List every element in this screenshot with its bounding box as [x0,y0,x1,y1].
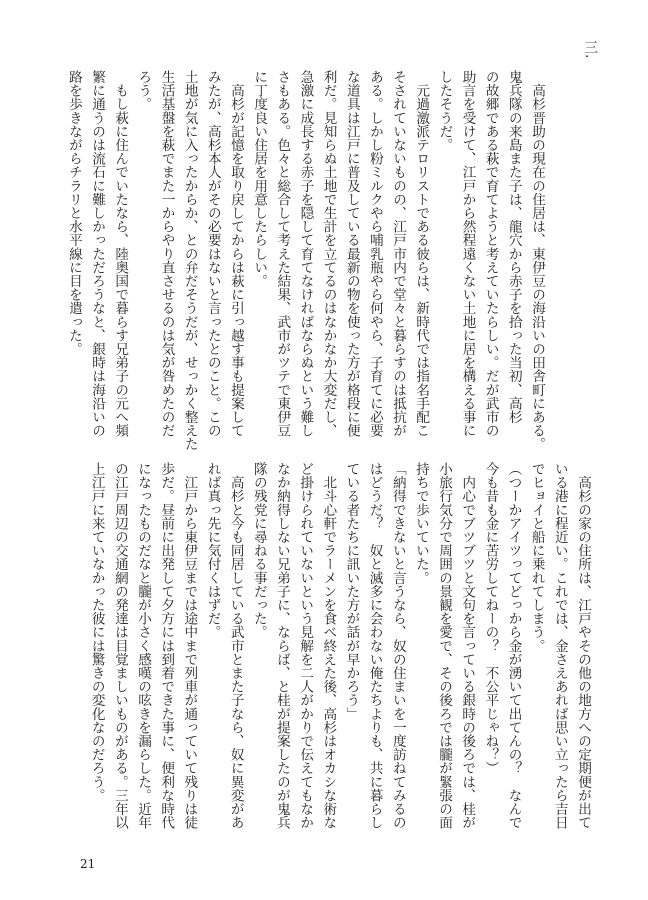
text-line: 急激に成長する赤子を隠して育てなければならぬという難し [297,70,314,438]
text-line: な道具は江戸に普及している最新の物を使った方が格段に便 [343,70,360,438]
text-line: 高杉の家の住所は、江戸やその他の地方への定期便が出て [575,462,591,830]
text-line: 持ちで歩いていた。 [412,462,429,585]
text-line: の故郷である萩で育てようと考えていたらしい。だが武市の [482,70,499,438]
text-line: 高杉と今も同居している武市とまた子なら、奴に異変があ [227,462,244,830]
text-line: ている者たちに訊いた方が話が早かろう」 [343,462,360,721]
lower-text-block [78,462,594,842]
text-line: 「納得できないと言うなら、奴の住まいを一度訪ねてみるの [389,462,406,830]
text-line: 北斗心軒でラーメンを食べ終えた後、高杉はオカシな術な [320,462,337,830]
text-line: みたが、高杉本人がその必要はないと言ったとのこと。この [204,70,221,438]
text-line: 鬼兵隊の来島また子は、龍穴から赤子を拾った当初、高杉 [505,70,522,424]
text-line: ある。しかし粉ミルクやら哺乳瓶やら何やら、子育てに必要 [366,70,383,438]
text-line: 隊の残党に尋ねる事だった。 [250,462,267,639]
text-line: 今も昔も金に苦労してねーの？ 不公平じゃね？） [482,462,499,775]
text-line: なか納得しない兄弟子に、ならば、と桂が提案したのが鬼兵 [273,462,290,830]
text-line: 繁に通うのは流石に難しかっただろうなと、銀時は海沿いの [89,70,106,438]
text-line: ど掛けられていないという見解を二人がかりで伝えてもなか [297,462,314,830]
text-line: 高杉晋助の現在の住居は、東伊豆の海沿いの田舎町にある。 [529,70,545,451]
text-line: に丁度良い住居を用意したらしい。 [251,70,268,288]
text-line: 利だ。見知らぬ土地で生計を立てるのはなかなか大変だし、 [320,70,337,438]
text-line: 歩だ。昼前に出発して夕方には到着できた事に、便利な時代 [158,462,175,830]
text-line: でヒョイと船に乗れてしまう。 [528,462,545,653]
text-line: 高杉が記憶を取り戻してからは萩に引っ越す事も提案して [227,70,244,438]
text-line: （つーかアイツってどっから金が湧いて出てんの？ なんで [505,462,522,830]
text-line: 土地が気に入ったからか、との弁だそうだが、せっかく整えた [181,70,198,451]
text-line: 江戸から東伊豆までは途中まで列車が通っていて残りは徒 [181,462,198,830]
text-line: 助言を受けて、江戸から然程遠くない土地に居を構える事に [459,70,476,438]
text-line: 内心でブツブツと文句を言っている銀時の後ろでは、桂が [459,462,476,830]
text-line: はどうだ？ 奴と滅多に会わない俺たちよりも、共に暮らし [366,462,383,830]
page-number: 21 [80,857,96,871]
text-line: になったものだなと朧が小さく感嘆の呟きを漏らした。近年 [135,462,152,830]
text-line: もし萩に住んでいたなら、陸奥国で暮らす兄弟子の元へ頻 [112,70,129,438]
text-line: さもある。色々と総合して考えた結果、武市がツテで東伊豆 [274,70,291,438]
text-line: いる港に程近い。これでは、金さえあれば思い立ったら吉日 [551,462,568,830]
text-line: れば真っ先に気付くはずだ。 [204,462,221,639]
text-line: そされていないものの、江戸市内で堂々と暮らすのは抵抗が [390,70,407,438]
text-line: 元過激派テロリストである彼らは、新時代では指名手配こ [413,70,430,438]
text-line: したそうだ。 [436,70,453,152]
text-line: 路を歩きながらチラリと水平線に目を遣った。 [65,70,82,356]
text-line: 上江戸に来ていなかった彼には驚きの変化なのだろう。 [88,462,105,802]
text-line: ろう。 [135,70,152,111]
section-heading: 三. [582,40,598,59]
upper-text-block [65,70,548,451]
text-line: 小旅行気分で周囲の景観を愛で、その後ろでは朧が緊張の面 [436,462,453,830]
text-line: の江戸周辺の交通網の発達は目覚ましいものがある。三年以 [111,462,128,830]
text-line: 生活基盤を萩でまた一からやり直させるのは気が咎めたのだ [158,70,175,438]
